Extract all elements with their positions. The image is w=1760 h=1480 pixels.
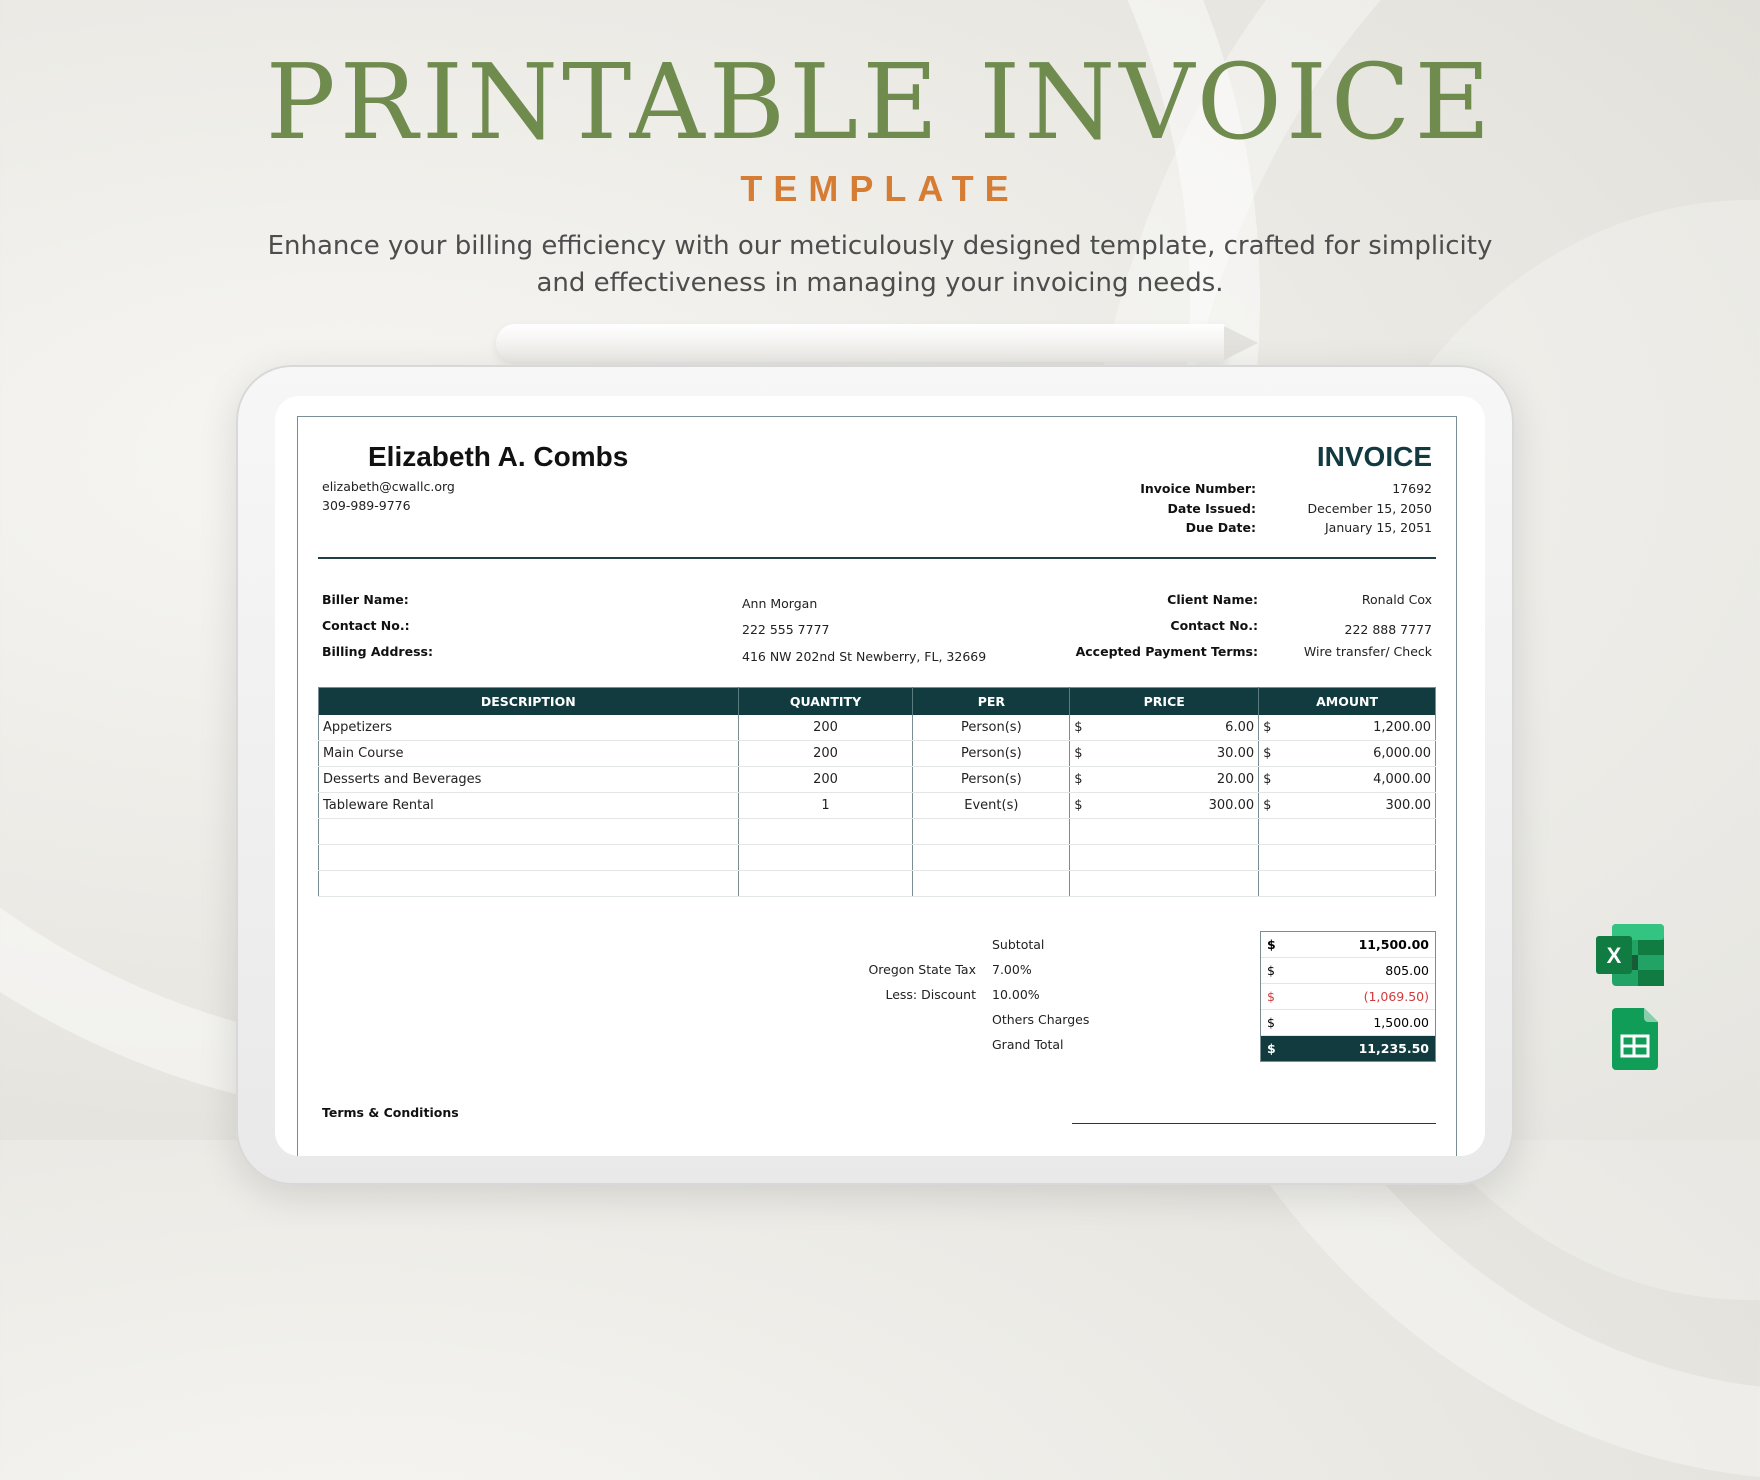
cell-price bbox=[1070, 767, 1259, 793]
cell-quantity: 1 bbox=[738, 793, 913, 819]
grand-total-row bbox=[1261, 1036, 1435, 1061]
currency-symbol: $ bbox=[1267, 1041, 1276, 1056]
cell-quantity: 200 bbox=[738, 715, 913, 741]
tax-row bbox=[1261, 958, 1435, 984]
cell-description: Main Course bbox=[319, 741, 739, 767]
cell-price bbox=[1070, 715, 1259, 741]
grand-total-label: Grand Total bbox=[992, 1037, 1064, 1052]
price-value: 30.00 bbox=[1216, 746, 1255, 761]
due-date-value: January 15, 2051 bbox=[1324, 520, 1432, 535]
column-header-quantity: QUANTITY bbox=[738, 688, 913, 716]
table-row bbox=[319, 741, 1436, 767]
google-sheets-icon bbox=[1612, 1008, 1658, 1070]
stylus-pencil bbox=[496, 324, 1226, 362]
discount-value: (1,069.50) bbox=[1363, 989, 1429, 1004]
table-row-empty bbox=[319, 819, 1436, 845]
tax-rate: 7.00% bbox=[992, 962, 1032, 977]
currency-symbol: $ bbox=[1267, 989, 1275, 1004]
biller-phone: 309-989-9776 bbox=[322, 498, 411, 513]
tax-value: 805.00 bbox=[1385, 963, 1429, 978]
date-issued-label: Date Issued: bbox=[1167, 501, 1256, 516]
stylus-tip bbox=[1224, 326, 1258, 360]
hero-description: Enhance your billing efficiency with our meticulously designed template, crafted for simplicity and effectiveness in managing your invoicing needs. bbox=[267, 231, 1493, 298]
subtotal-label: Subtotal bbox=[992, 937, 1045, 952]
currency-symbol: $ bbox=[1263, 772, 1272, 787]
subtotal-value: 11,500.00 bbox=[1358, 937, 1429, 952]
payment-terms-value: Wire transfer/ Check bbox=[1303, 644, 1432, 659]
column-header-per: PER bbox=[913, 688, 1070, 716]
header-divider bbox=[318, 557, 1436, 559]
cell-price bbox=[1070, 793, 1259, 819]
cell-description: Desserts and Beverages bbox=[319, 767, 739, 793]
other-charges-label: Others Charges bbox=[992, 1012, 1090, 1027]
cell-per: Person(s) bbox=[913, 741, 1070, 767]
contact-label: Contact No.: bbox=[322, 618, 410, 633]
discount-row bbox=[1261, 984, 1435, 1010]
table-row bbox=[319, 715, 1436, 741]
cell-price bbox=[1070, 741, 1259, 767]
currency-symbol: $ bbox=[1074, 720, 1083, 735]
table-row-empty bbox=[319, 871, 1436, 897]
currency-symbol: $ bbox=[1263, 720, 1272, 735]
date-issued-value: December 15, 2050 bbox=[1307, 501, 1432, 516]
cell-amount bbox=[1259, 741, 1436, 767]
table-row-empty bbox=[319, 845, 1436, 871]
grand-total-value: 11,235.50 bbox=[1358, 1041, 1429, 1056]
client-contact-label: Contact No.: bbox=[1170, 618, 1258, 633]
currency-symbol: $ bbox=[1074, 746, 1083, 761]
invoice-title: INVOICE bbox=[1316, 441, 1432, 472]
column-header-description: DESCRIPTION bbox=[319, 688, 739, 716]
other-charges-row bbox=[1261, 1010, 1435, 1036]
currency-symbol: $ bbox=[1074, 798, 1083, 813]
invoice-sheet bbox=[297, 416, 1457, 1156]
currency-symbol: $ bbox=[1267, 963, 1275, 978]
tablet-screen bbox=[275, 396, 1485, 1156]
cell-amount bbox=[1259, 767, 1436, 793]
price-value: 6.00 bbox=[1225, 720, 1255, 735]
currency-symbol: $ bbox=[1263, 746, 1272, 761]
biller-name-heading: Elizabeth A. Combs bbox=[368, 441, 629, 472]
amount-value: 6,000.00 bbox=[1373, 746, 1431, 761]
currency-symbol: $ bbox=[1267, 1015, 1275, 1030]
table-row bbox=[319, 793, 1436, 819]
subtotal-row bbox=[1261, 932, 1435, 958]
due-date-label: Due Date: bbox=[1185, 520, 1256, 535]
line-items-table bbox=[318, 687, 1436, 897]
amount-value: 4,000.00 bbox=[1373, 772, 1431, 787]
cell-per: Person(s) bbox=[913, 767, 1070, 793]
biller-name-label: Biller Name: bbox=[322, 592, 409, 607]
cell-per: Person(s) bbox=[913, 715, 1070, 741]
invoice-number-label: Invoice Number: bbox=[1140, 481, 1256, 496]
column-header-amount: AMOUNT bbox=[1259, 688, 1436, 716]
cell-amount bbox=[1259, 793, 1436, 819]
contact-value: 222 555 7777 bbox=[742, 622, 830, 637]
price-value: 20.00 bbox=[1216, 772, 1255, 787]
cell-amount bbox=[1259, 715, 1436, 741]
table-row bbox=[319, 767, 1436, 793]
amount-value: 1,200.00 bbox=[1373, 720, 1431, 735]
cell-per: Event(s) bbox=[913, 793, 1070, 819]
signature-line bbox=[1072, 1123, 1436, 1124]
svg-text:X: X bbox=[1606, 943, 1622, 968]
billing-address-label: Billing Address: bbox=[322, 644, 433, 659]
client-name-value: Ronald Cox bbox=[1361, 592, 1432, 607]
cell-description: Appetizers bbox=[319, 715, 739, 741]
invoice-number-value: 17692 bbox=[1392, 481, 1432, 496]
microsoft-excel-icon bbox=[1596, 924, 1664, 986]
client-name-label: Client Name: bbox=[1167, 592, 1258, 607]
summary-box bbox=[1260, 931, 1436, 1062]
other-charges-value: 1,500.00 bbox=[1373, 1015, 1429, 1030]
cell-quantity: 200 bbox=[738, 741, 913, 767]
tax-label: Oregon State Tax bbox=[868, 962, 976, 977]
currency-symbol: $ bbox=[1263, 798, 1272, 813]
cell-description: Tableware Rental bbox=[319, 793, 739, 819]
terms-heading: Terms & Conditions bbox=[322, 1105, 459, 1120]
discount-label: Less: Discount bbox=[885, 987, 976, 1002]
hero-title: PRINTABLE INVOICE bbox=[265, 41, 1495, 163]
amount-value: 300.00 bbox=[1385, 798, 1431, 813]
hero-subtitle: TEMPLATE bbox=[740, 168, 1020, 209]
biller-email: elizabeth@cwallc.org bbox=[322, 479, 455, 494]
currency-symbol: $ bbox=[1074, 772, 1083, 787]
billing-address-value: 416 NW 202nd St Newberry, FL, 32669 bbox=[742, 649, 987, 664]
biller-name-value: Ann Morgan bbox=[742, 596, 818, 611]
cell-quantity: 200 bbox=[738, 767, 913, 793]
currency-symbol: $ bbox=[1267, 937, 1276, 952]
table-header-row bbox=[319, 688, 1436, 716]
client-contact-value: 222 888 7777 bbox=[1344, 622, 1432, 637]
discount-rate: 10.00% bbox=[992, 987, 1040, 1002]
column-header-price: PRICE bbox=[1070, 688, 1259, 716]
payment-terms-label: Accepted Payment Terms: bbox=[1075, 644, 1258, 659]
price-value: 300.00 bbox=[1208, 798, 1255, 813]
